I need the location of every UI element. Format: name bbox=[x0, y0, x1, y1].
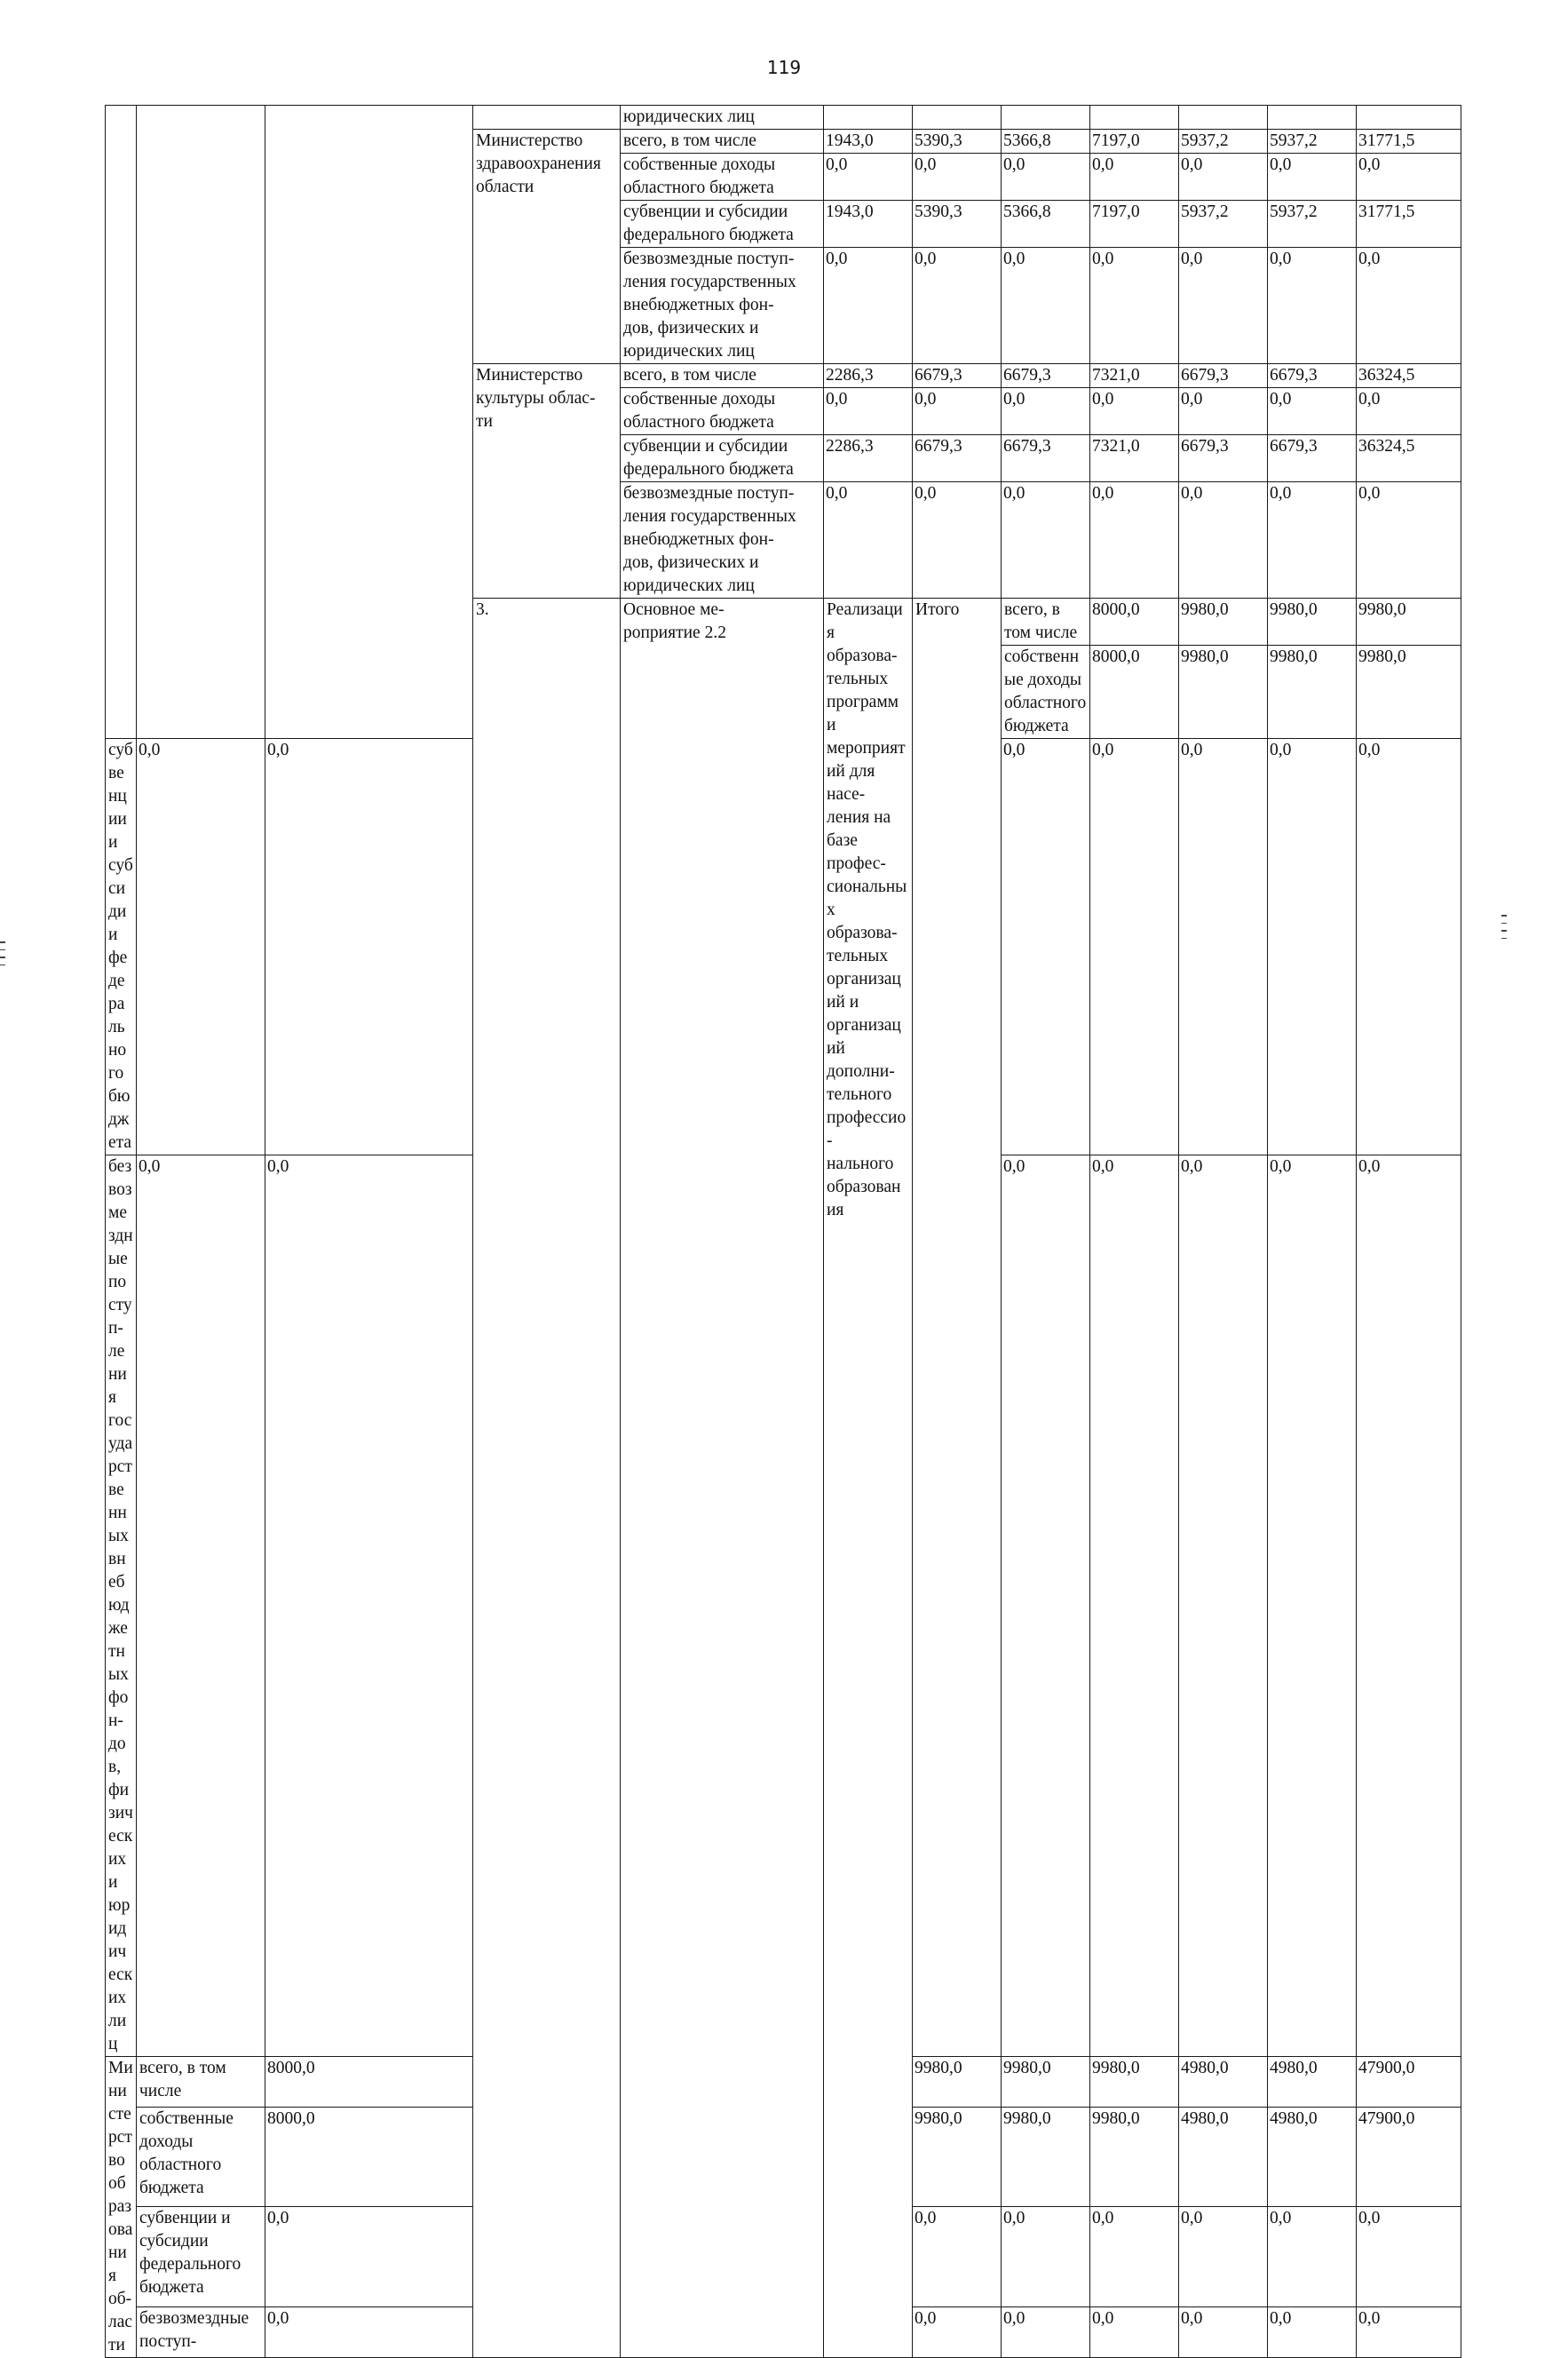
funding-source-cell: субвенции и субсидии федерального бюджета bbox=[621, 435, 824, 482]
value-cell: 5937,2 bbox=[1179, 201, 1268, 248]
funding-source-cell: всего, в том числе bbox=[137, 2057, 265, 2108]
activity-name-cell: Основное ме- роприятие 2.2 bbox=[621, 599, 824, 2358]
value-cell: 7321,0 bbox=[1090, 435, 1179, 482]
value-cell: 7197,0 bbox=[1090, 130, 1179, 154]
value-cell bbox=[1002, 106, 1090, 130]
value-cell: 31771,5 bbox=[1357, 130, 1461, 154]
value-cell: 9980,0 bbox=[1179, 646, 1268, 739]
value-cell: 1943,0 bbox=[824, 130, 913, 154]
value-cell: 0,0 bbox=[1268, 388, 1357, 435]
funding-source-cell: всего, в том числе bbox=[621, 130, 824, 154]
value-cell: 0,0 bbox=[1002, 1155, 1090, 2057]
value-cell bbox=[824, 106, 913, 130]
value-cell: 0,0 bbox=[1002, 388, 1090, 435]
value-cell: 5390,3 bbox=[913, 201, 1002, 248]
value-cell: 6679,3 bbox=[1268, 435, 1357, 482]
value-cell: 0,0 bbox=[1357, 1155, 1461, 2057]
value-cell: 0,0 bbox=[137, 739, 265, 1155]
value-cell bbox=[1268, 106, 1357, 130]
value-cell: 9980,0 bbox=[1357, 646, 1461, 739]
value-cell: 0,0 bbox=[913, 482, 1002, 599]
value-cell: 6679,3 bbox=[913, 435, 1002, 482]
value-cell: 0,0 bbox=[1268, 482, 1357, 599]
funding-source-cell: безвозмездные поступ- bbox=[137, 2307, 265, 2358]
funding-source-cell: субвенции и субсидии федерального бюджета bbox=[106, 739, 137, 1155]
value-cell: 6679,3 bbox=[913, 364, 1002, 388]
value-cell: 9980,0 bbox=[1268, 599, 1357, 646]
value-cell: 0,0 bbox=[265, 2307, 473, 2358]
value-cell: 0,0 bbox=[1268, 2207, 1357, 2307]
value-cell: 4980,0 bbox=[1268, 2107, 1357, 2207]
value-cell: 0,0 bbox=[265, 739, 473, 1155]
value-cell: 0,0 bbox=[824, 248, 913, 364]
value-cell: 0,0 bbox=[824, 482, 913, 599]
value-cell: 0,0 bbox=[824, 154, 913, 201]
page-number: 119 bbox=[766, 57, 802, 78]
value-cell: 6679,3 bbox=[1002, 364, 1090, 388]
value-cell: 36324,5 bbox=[1357, 435, 1461, 482]
value-cell: 7321,0 bbox=[1090, 364, 1179, 388]
binding-marks-left bbox=[0, 941, 5, 977]
value-cell: 0,0 bbox=[1179, 154, 1268, 201]
value-cell: 5937,2 bbox=[1268, 201, 1357, 248]
value-cell: 0,0 bbox=[1090, 739, 1179, 1155]
value-cell: 0,0 bbox=[1268, 1155, 1357, 2057]
value-cell: 0,0 bbox=[1357, 739, 1461, 1155]
value-cell: 0,0 bbox=[265, 1155, 473, 2057]
funding-source-cell: безвозмездные поступ- ления государственных внебюджетных фон- дов, физических и юридических лиц bbox=[106, 1155, 137, 2057]
executor-cell-total: Итого bbox=[913, 599, 1002, 2057]
value-cell: 47900,0 bbox=[1357, 2107, 1461, 2207]
value-cell: 0,0 bbox=[1002, 482, 1090, 599]
value-cell: 0,0 bbox=[1090, 154, 1179, 201]
value-cell: 5366,8 bbox=[1002, 130, 1090, 154]
value-cell: 6679,3 bbox=[1179, 435, 1268, 482]
value-cell: 0,0 bbox=[1268, 2307, 1357, 2358]
value-cell: 9980,0 bbox=[913, 2107, 1002, 2207]
value-cell: 9980,0 bbox=[1002, 2107, 1090, 2207]
value-cell: 6679,3 bbox=[1002, 435, 1090, 482]
funding-source-cell: юридических лиц bbox=[621, 106, 824, 130]
value-cell: 8000,0 bbox=[1090, 599, 1179, 646]
value-cell: 0,0 bbox=[1179, 739, 1268, 1155]
value-cell: 0,0 bbox=[1090, 248, 1179, 364]
value-cell: 5390,3 bbox=[913, 130, 1002, 154]
row-index-cell: 3. bbox=[473, 599, 621, 2358]
value-cell: 0,0 bbox=[1357, 248, 1461, 364]
value-cell: 9980,0 bbox=[1090, 2107, 1179, 2207]
value-cell: 7197,0 bbox=[1090, 201, 1179, 248]
activity-cell-empty bbox=[137, 106, 265, 739]
value-cell: 0,0 bbox=[1179, 2307, 1268, 2358]
funding-source-cell: всего, в том числе bbox=[621, 364, 824, 388]
value-cell: 8000,0 bbox=[1090, 646, 1179, 739]
binding-marks-right bbox=[1501, 915, 1507, 950]
executor-cell-culture: Министерство культуры облас- ти bbox=[473, 364, 621, 599]
funding-source-cell: безвозмездные поступ- ления государственных внебюджетных фон- дов, физических и юридических лиц bbox=[621, 248, 824, 364]
value-cell: 0,0 bbox=[913, 2307, 1002, 2358]
value-cell: 31771,5 bbox=[1357, 201, 1461, 248]
value-cell: 6679,3 bbox=[1179, 364, 1268, 388]
value-cell: 0,0 bbox=[1357, 2207, 1461, 2307]
index-cell-empty bbox=[106, 106, 137, 739]
value-cell: 5937,2 bbox=[1179, 130, 1268, 154]
value-cell: 0,0 bbox=[1357, 154, 1461, 201]
value-cell: 0,0 bbox=[137, 1155, 265, 2057]
budget-table bbox=[105, 105, 1461, 2358]
value-cell: 8000,0 bbox=[265, 2107, 473, 2207]
value-cell: 2286,3 bbox=[824, 435, 913, 482]
value-cell: 0,0 bbox=[1002, 2307, 1090, 2358]
main-activity-cell-empty bbox=[265, 106, 473, 739]
value-cell: 0,0 bbox=[913, 248, 1002, 364]
value-cell: 0,0 bbox=[913, 2207, 1002, 2307]
value-cell: 9980,0 bbox=[1179, 599, 1268, 646]
value-cell: 1943,0 bbox=[824, 201, 913, 248]
value-cell: 0,0 bbox=[1268, 248, 1357, 364]
value-cell: 9980,0 bbox=[1268, 646, 1357, 739]
value-cell: 0,0 bbox=[1179, 248, 1268, 364]
funding-source-cell: субвенции и субсидии федерального бюджета bbox=[137, 2207, 265, 2307]
value-cell: 0,0 bbox=[1002, 739, 1090, 1155]
value-cell: 0,0 bbox=[1357, 388, 1461, 435]
funding-source-cell: собственные доходы областного бюджета bbox=[137, 2107, 265, 2207]
funding-source-cell: собственные доходы областного бюджета bbox=[1002, 646, 1090, 739]
value-cell: 5366,8 bbox=[1002, 201, 1090, 248]
value-cell: 0,0 bbox=[1090, 1155, 1179, 2057]
value-cell: 0,0 bbox=[1090, 2307, 1179, 2358]
value-cell bbox=[913, 106, 1002, 130]
value-cell bbox=[1090, 106, 1179, 130]
value-cell: 5937,2 bbox=[1268, 130, 1357, 154]
value-cell bbox=[1357, 106, 1461, 130]
funding-source-cell: собственные доходы областного бюджета bbox=[621, 154, 824, 201]
main-activity-description-cell: Реализация образова- тельных программ и мероприятий для насе- ления на базе профес- сиональных образова- тельных организаций и организаций дополни- тельного профессио- нального образования bbox=[824, 599, 913, 2358]
executor-cell-education: Министерство образования об- ласти bbox=[106, 2057, 137, 2358]
value-cell: 9980,0 bbox=[1002, 2057, 1090, 2108]
value-cell: 0,0 bbox=[1268, 154, 1357, 201]
value-cell: 9980,0 bbox=[913, 2057, 1002, 2108]
value-cell: 0,0 bbox=[824, 388, 913, 435]
value-cell: 36324,5 bbox=[1357, 364, 1461, 388]
executor-cell-health: Министерство здравоохранения области bbox=[473, 130, 621, 364]
value-cell: 0,0 bbox=[1179, 2207, 1268, 2307]
value-cell: 6679,3 bbox=[1268, 364, 1357, 388]
value-cell: 0,0 bbox=[1090, 482, 1179, 599]
funding-source-cell: собственные доходы областного бюджета bbox=[621, 388, 824, 435]
value-cell: 4980,0 bbox=[1268, 2057, 1357, 2108]
value-cell: 0,0 bbox=[1179, 1155, 1268, 2057]
funding-source-cell: субвенции и субсидии федерального бюджета bbox=[621, 201, 824, 248]
funding-source-cell: всего, в том числе bbox=[1002, 599, 1090, 646]
value-cell: 9980,0 bbox=[1090, 2057, 1179, 2108]
value-cell: 0,0 bbox=[1090, 2207, 1179, 2307]
table-row bbox=[106, 106, 1461, 130]
value-cell: 0,0 bbox=[1002, 154, 1090, 201]
value-cell: 2286,3 bbox=[824, 364, 913, 388]
value-cell: 0,0 bbox=[1002, 2207, 1090, 2307]
value-cell: 0,0 bbox=[1357, 482, 1461, 599]
value-cell: 0,0 bbox=[913, 154, 1002, 201]
value-cell: 0,0 bbox=[265, 2207, 473, 2307]
value-cell bbox=[1179, 106, 1268, 130]
value-cell: 8000,0 bbox=[265, 2057, 473, 2108]
value-cell: 47900,0 bbox=[1357, 2057, 1461, 2108]
value-cell: 4980,0 bbox=[1179, 2107, 1268, 2207]
value-cell: 0,0 bbox=[1090, 388, 1179, 435]
value-cell: 0,0 bbox=[1268, 739, 1357, 1155]
value-cell: 0,0 bbox=[1002, 248, 1090, 364]
executor-cell-empty bbox=[473, 106, 621, 130]
value-cell: 9980,0 bbox=[1357, 599, 1461, 646]
value-cell: 0,0 bbox=[913, 388, 1002, 435]
value-cell: 0,0 bbox=[1179, 388, 1268, 435]
value-cell: 0,0 bbox=[1357, 2307, 1461, 2358]
funding-source-cell: безвозмездные поступ- ления государственных внебюджетных фон- дов, физических и юридических лиц bbox=[621, 482, 824, 599]
value-cell: 4980,0 bbox=[1179, 2057, 1268, 2108]
value-cell: 0,0 bbox=[1179, 482, 1268, 599]
